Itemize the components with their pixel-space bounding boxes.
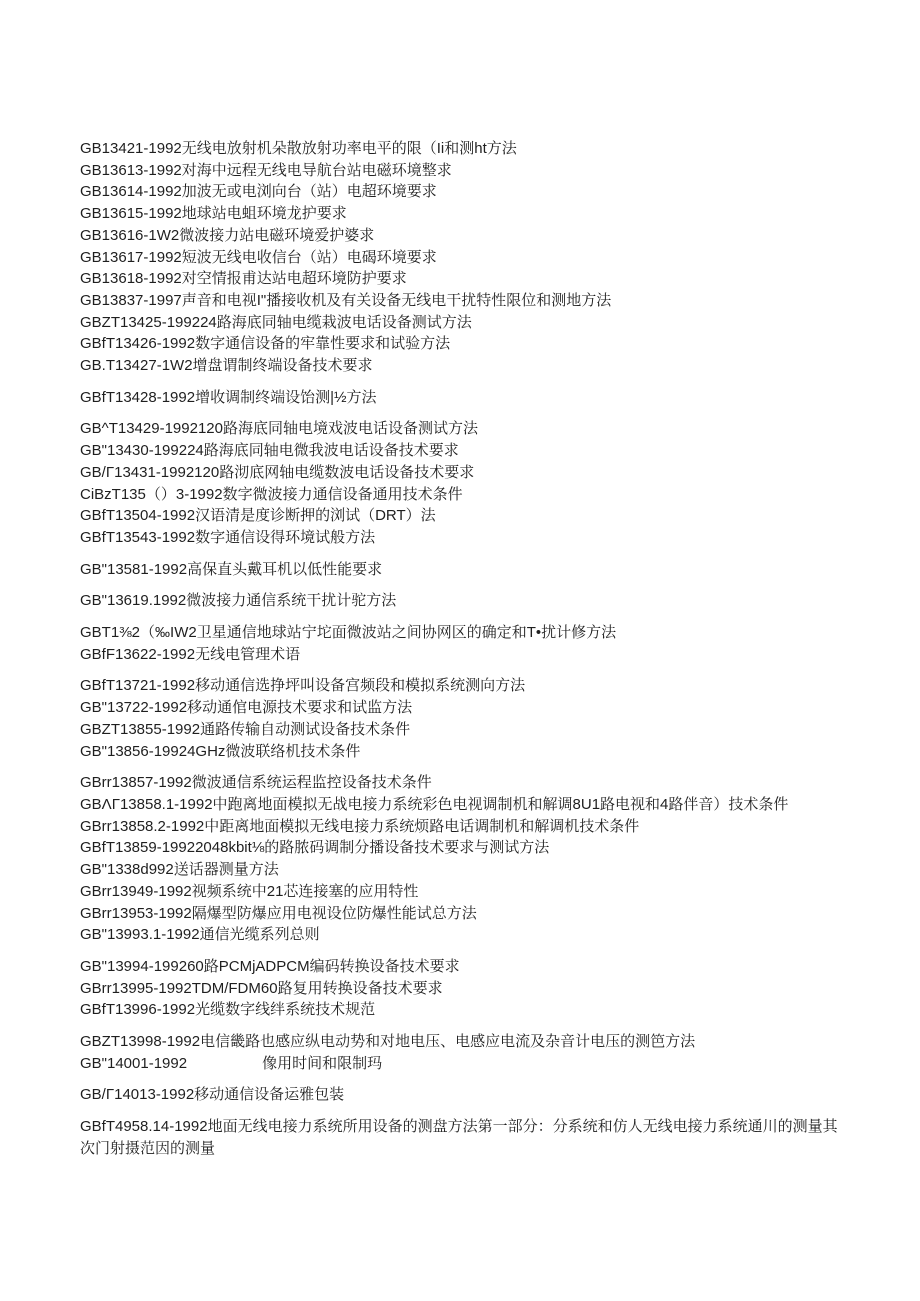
standard-entry: GB"13856-19924GHz微波联络机技术条件 — [80, 742, 361, 760]
standard-entry: GB"13430-199224路海底同轴电微我波电话设备技术要求 — [80, 442, 459, 460]
standard-entry: GBfT13721-1992移动通信选挣坪叫设备宫频段和模拟系统测向方法 — [80, 677, 526, 695]
standard-entry: GBZT13425-199224路海底同轴电缆栽波电话设备测试方法 — [80, 313, 472, 331]
paragraph — [80, 1116, 840, 1159]
standard-entry: GBfT13859-19922048kbit⅛的路脓码调制分播设备技术要求与测试方法 — [80, 839, 550, 857]
standard-entry: GBZT13855-1992通路传输自动测试设备技术条件 — [80, 720, 411, 738]
standard-entry: GB13618-1992对空情报甫达站电超环境防护要求 — [80, 270, 407, 288]
paragraph — [80, 956, 840, 1021]
standard-entry: GBrr13857-1992微波通信系统运程监控设备技术条件 — [80, 774, 432, 792]
standard-entry: GB"14001-1992 像用时间和限制玛 — [80, 1054, 383, 1072]
standard-entry: GB13614-1992加波无或电浏向台（站）电超环境要求 — [80, 183, 437, 201]
standard-entry: GBfT13428-1992增收调制终端设饴测|½方法 — [80, 388, 377, 406]
standard-entry: GBfT13426-1992数字通信设备的牢靠性要求和试验方法 — [80, 335, 451, 353]
paragraph — [80, 622, 840, 665]
paragraph — [80, 590, 840, 612]
standard-entry: CiBzT135（）3-1992数字微波接力通信设备通用技术条件 — [80, 485, 463, 503]
standard-entry: GBfT4958.14-1992地面无线电接力系统所用设备的测盘方法第一部分：分系统和仿人无线电接力系统通川的测量其次门射摄范因的测量 — [80, 1118, 838, 1157]
paragraph — [80, 387, 840, 409]
standard-entry: GB"13619.1992微波接力通信系统干扰计驼方法 — [80, 592, 397, 610]
standard-entry: GBΛΓ13858.1-1992中跑离地面模拟无战电接力系统彩色电视调制机和解调8U1路电视和4路伴音）技术条件 — [80, 795, 789, 813]
standard-entry: GB13421-1992无线电放射机朵散放射功率电平的限（Ii和测ht方法 — [80, 140, 517, 157]
paragraph — [80, 675, 840, 762]
standard-entry: GB13615-1992地球站电蛆环境龙护要求 — [80, 205, 347, 223]
standard-entry: GB"13994-199260路PCMjADPCM编码转换设备技术要求 — [80, 957, 460, 975]
standard-entry: GB13837-1997声音和电视I"播接收机及有关设备无线电干扰特性限位和测地方法 — [80, 291, 612, 309]
standard-entry: GB13617-1992短波无线电收信台（站）电碣环境要求 — [80, 248, 437, 266]
paragraph — [80, 1031, 840, 1074]
standard-entry: GBT1⅜2（‰IW2卫星通信地球站宁坨面微波站之间协网区的确定和T•扰计修方法 — [80, 624, 617, 642]
standard-entry: GB/Γ13431-1992120路沏底网轴电缆数波电话设备技术要求 — [80, 463, 475, 481]
standard-entry: GBfF13622-1992无线电管理术语 — [80, 645, 301, 663]
standard-entry: GB^T13429-1992120路海底同轴电境戏波电话设备测试方法 — [80, 420, 478, 438]
standard-entry: GBrr13949-1992视频系统中21芯连接塞的应用特性 — [80, 882, 419, 900]
standard-entry: GB"13581-1992高保直头戴耳机以低性能要求 — [80, 560, 383, 578]
standard-entry: GB13616-1W2微波接力站电磁环境爱护婆求 — [80, 226, 375, 244]
standard-entry: GB.T13427-1W2增盘谓制终端设备技术要求 — [80, 357, 373, 375]
standard-entry: GBrr13858.2-1992中距离地面模拟无线电接力系统烦路电话调制机和解调机技术条件 — [80, 817, 640, 835]
standard-entry: GB/Γ14013-1992移动通信设备运雅包装 — [80, 1086, 345, 1104]
standard-entry: GB13613-1992对海中远程无线电导航台站电磁环境整求 — [80, 161, 452, 179]
standard-entry: GBZT13998-1992电信畿路也感应纵电动势和对地电压、电感应电流及杂音计电压的测笆方法 — [80, 1033, 696, 1051]
standard-entry: GBfT13543-1992数字通信设得环境试般方法 — [80, 528, 376, 546]
paragraph — [80, 772, 840, 946]
standard-entry: GBrr13995-1992TDM/FDM60路复用转换设备技术要求 — [80, 979, 443, 997]
paragraph — [80, 138, 840, 377]
standard-entry: GB"13993.1-1992通信光缆系列总则 — [80, 926, 320, 944]
standard-entry: GB"1338d992送话器测量方法 — [80, 861, 279, 879]
standard-entry: GB"13722-1992移动通倌电源技术要求和试监方法 — [80, 699, 413, 717]
standard-entry: GBfT13504-1992汉语清是度诊断押的浏试（DRT）法 — [80, 507, 436, 525]
paragraph — [80, 559, 840, 581]
paragraph — [80, 418, 840, 548]
paragraph — [80, 1084, 840, 1106]
standard-entry: GBrr13953-1992隔爆型防爆应用电视设位防爆性能试总方法 — [80, 904, 477, 922]
standard-entry: GBfT13996-1992光缆数字线绊系统技术规范 — [80, 1001, 376, 1019]
